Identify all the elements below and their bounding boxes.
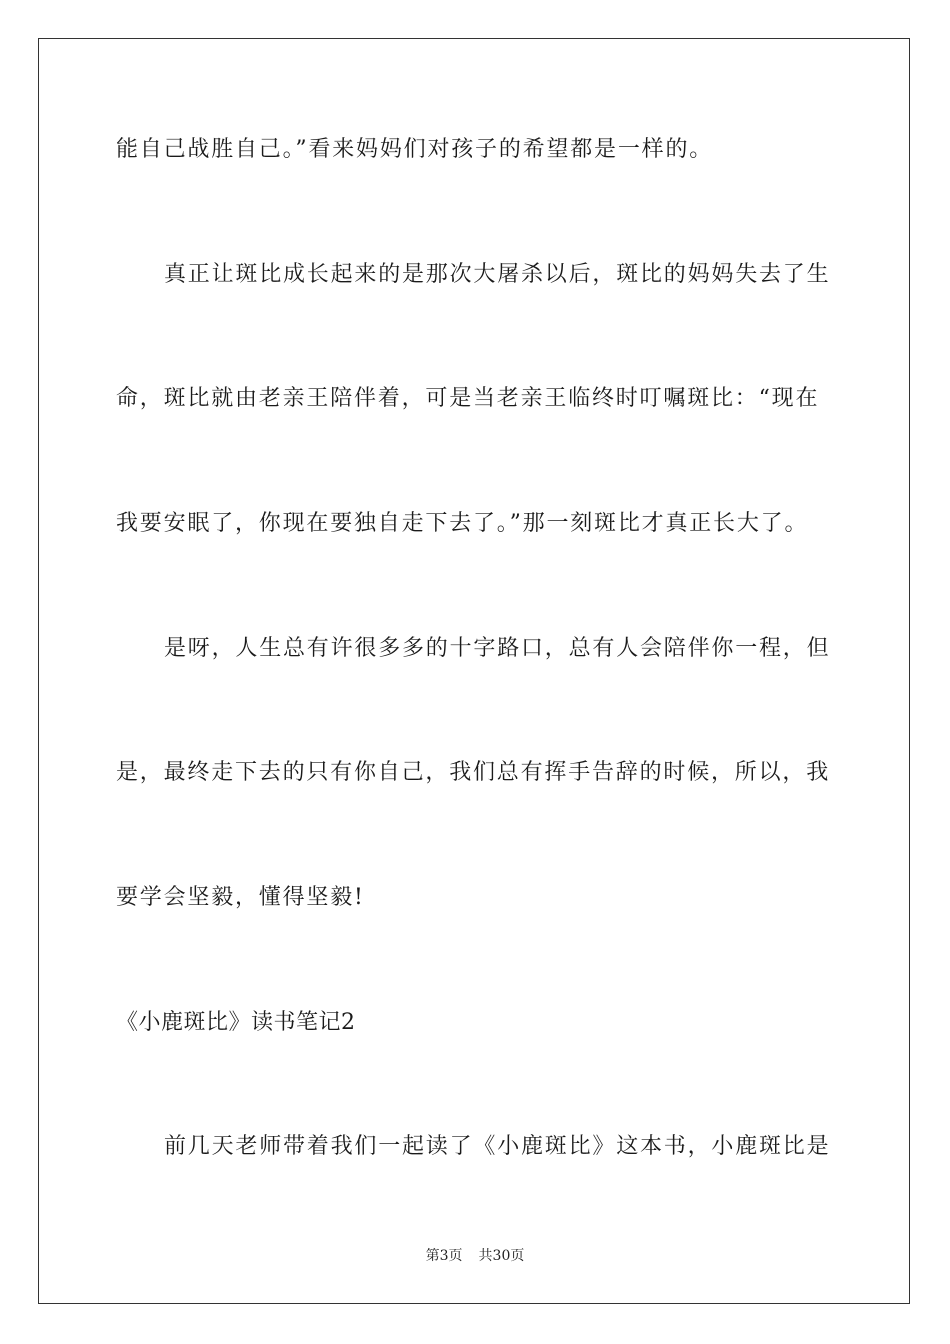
page-footer (0, 1246, 950, 1266)
text-line-7: 要学会坚毅，懂得坚毅! (116, 885, 365, 910)
text-line-9: 前几天老师带着我们一起读了《小鹿斑比》这本书，小鹿斑比是 (164, 1134, 831, 1159)
text-line-2: 真正让斑比成长起来的是那次大屠杀以后，斑比的妈妈失去了生 (164, 262, 831, 287)
text-line-4: 我要安眠了，你现在要独自走下去了。”那一刻斑比才真正长大了。 (116, 511, 809, 536)
text-line-3: 命，斑比就由老亲王陪伴着，可是当老亲王临终时叮嘱斑比：“现在 (116, 386, 820, 411)
page-number: 第3页 (425, 1248, 463, 1264)
text-line-5: 是呀，人生总有许很多多的十字路口，总有人会陪伴你一程，但 (164, 636, 831, 661)
text-line-1: 能自己战胜自己。”看来妈妈们对孩子的希望都是一样的。 (116, 137, 714, 162)
section-heading: 《小鹿斑比》读书笔记2 (116, 1010, 356, 1035)
text-line-6: 是，最终走下去的只有你自己，我们总有挥手告辞的时候，所以，我 (116, 760, 831, 785)
page-total: 共30页 (478, 1248, 525, 1264)
page-border (38, 38, 910, 1304)
